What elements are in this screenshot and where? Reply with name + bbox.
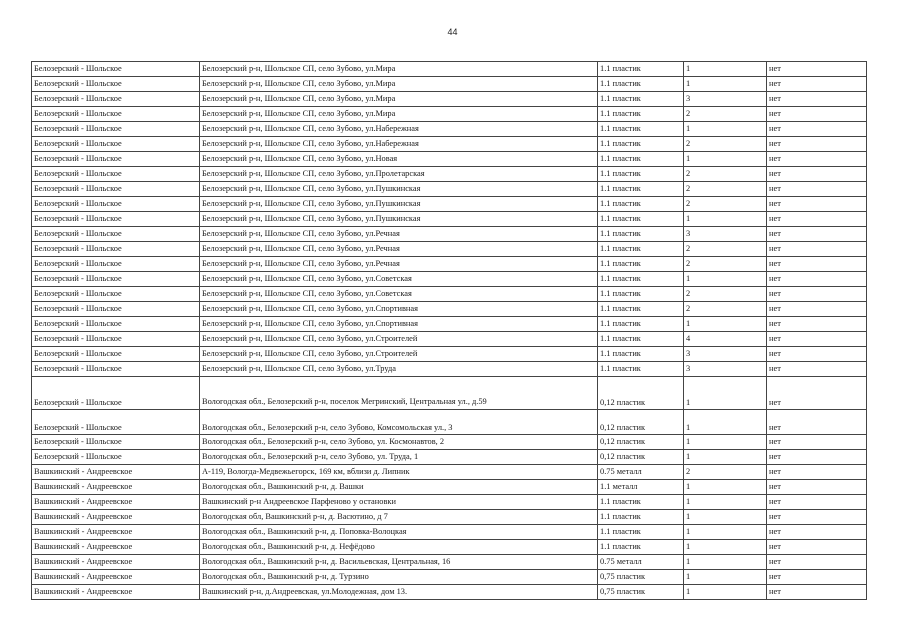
address-cell: Вологодская обл., Белозерский р-н, село Зубово, ул. Космонавтов, 2 xyxy=(200,435,598,450)
flag-cell: нет xyxy=(767,495,867,510)
table-row xyxy=(32,62,867,77)
address-cell: Белозерский р-н, Шольское СП, село Зубово, ул.Труда xyxy=(200,362,598,377)
container-type-cell: 1.1 пластик xyxy=(598,302,684,317)
container-type-cell: 1.1 пластик xyxy=(598,272,684,287)
container-count-cell: 2 xyxy=(684,167,767,182)
table-row xyxy=(32,317,867,332)
table-row xyxy=(32,450,867,465)
table-row xyxy=(32,540,867,555)
container-type-cell: 1.1 пластик xyxy=(598,227,684,242)
address-cell: Белозерский р-н, Шольское СП, село Зубово, ул.Пушкинская xyxy=(200,182,598,197)
container-type-cell: 0,12 пластик xyxy=(598,410,684,435)
table-row xyxy=(32,465,867,480)
address-cell: Белозерский р-н, Шольское СП, село Зубово, ул.Речная xyxy=(200,227,598,242)
table-row xyxy=(32,302,867,317)
flag-cell: нет xyxy=(767,227,867,242)
container-count-cell: 1 xyxy=(684,212,767,227)
district-cell: Вашкинский - Андреевское xyxy=(32,585,200,600)
table-row xyxy=(32,152,867,167)
table-row xyxy=(32,197,867,212)
container-count-cell: 1 xyxy=(684,77,767,92)
flag-cell: нет xyxy=(767,332,867,347)
container-type-cell: 0,12 пластик xyxy=(598,435,684,450)
district-cell: Белозерский - Шольское xyxy=(32,450,200,465)
table-row xyxy=(32,212,867,227)
address-cell: Вологодская обл., Вашкинский р-н, д. Нефёдово xyxy=(200,540,598,555)
container-type-cell: 1.1 пластик xyxy=(598,62,684,77)
district-cell: Вашкинский - Андреевское xyxy=(32,555,200,570)
table-row xyxy=(32,495,867,510)
container-count-cell: 2 xyxy=(684,197,767,212)
table-row xyxy=(32,242,867,257)
container-type-cell: 1.1 пластик xyxy=(598,242,684,257)
flag-cell: нет xyxy=(767,137,867,152)
district-cell: Белозерский - Шольское xyxy=(32,302,200,317)
table-row xyxy=(32,435,867,450)
district-cell: Белозерский - Шольское xyxy=(32,212,200,227)
address-cell: Белозерский р-н, Шольское СП, село Зубово, ул.Спортивная xyxy=(200,317,598,332)
container-sites-table xyxy=(31,61,867,600)
container-count-cell: 3 xyxy=(684,347,767,362)
container-count-cell: 4 xyxy=(684,332,767,347)
flag-cell: нет xyxy=(767,302,867,317)
address-cell: Белозерский р-н, Шольское СП, село Зубово, ул.Набережная xyxy=(200,122,598,137)
district-cell: Белозерский - Шольское xyxy=(32,242,200,257)
district-cell: Белозерский - Шольское xyxy=(32,347,200,362)
table-row xyxy=(32,272,867,287)
flag-cell: нет xyxy=(767,122,867,137)
container-count-cell: 2 xyxy=(684,465,767,480)
table-row xyxy=(32,570,867,585)
table-row xyxy=(32,167,867,182)
container-type-cell: 1.1 пластик xyxy=(598,495,684,510)
address-cell: Белозерский р-н, Шольское СП, село Зубово, ул.Мира xyxy=(200,77,598,92)
district-cell: Белозерский - Шольское xyxy=(32,182,200,197)
flag-cell: нет xyxy=(767,525,867,540)
flag-cell: нет xyxy=(767,377,867,410)
address-cell: Белозерский р-н, Шольское СП, село Зубово, ул.Мира xyxy=(200,62,598,77)
container-count-cell: 2 xyxy=(684,137,767,152)
container-type-cell: 1.1 пластик xyxy=(598,332,684,347)
table-row xyxy=(32,92,867,107)
address-cell: Вологодская обл., Белозерский р-н, село Зубово, ул. Труда, 1 xyxy=(200,450,598,465)
table-row xyxy=(32,410,867,435)
district-cell: Белозерский - Шольское xyxy=(32,122,200,137)
container-count-cell: 3 xyxy=(684,227,767,242)
container-type-cell: 1.1 пластик xyxy=(598,137,684,152)
container-type-cell: 1.1 пластик xyxy=(598,107,684,122)
container-type-cell: 1.1 пластик xyxy=(598,257,684,272)
address-cell: Белозерский р-н, Шольское СП, село Зубово, ул.Мира xyxy=(200,107,598,122)
district-cell: Белозерский - Шольское xyxy=(32,377,200,410)
flag-cell: нет xyxy=(767,585,867,600)
table-row xyxy=(32,555,867,570)
container-count-cell: 2 xyxy=(684,107,767,122)
address-cell: Белозерский р-н, Шольское СП, село Зубово, ул.Мира xyxy=(200,92,598,107)
container-type-cell: 1.1 пластик xyxy=(598,167,684,182)
address-cell: Белозерский р-н, Шольское СП, село Зубово, ул.Пролетарская xyxy=(200,167,598,182)
table-row xyxy=(32,137,867,152)
table-row xyxy=(32,347,867,362)
container-count-cell: 1 xyxy=(684,495,767,510)
container-type-cell: 0,75 пластик xyxy=(598,585,684,600)
district-cell: Вашкинский - Андреевское xyxy=(32,525,200,540)
container-count-cell: 1 xyxy=(684,122,767,137)
container-count-cell: 1 xyxy=(684,510,767,525)
flag-cell: нет xyxy=(767,317,867,332)
district-cell: Белозерский - Шольское xyxy=(32,167,200,182)
address-cell: Белозерский р-н, Шольское СП, село Зубово, ул.Пушкинская xyxy=(200,197,598,212)
address-cell: Вашкинский р-н, д.Андреевская, ул.Молодежная, дом 13. xyxy=(200,585,598,600)
container-count-cell: 1 xyxy=(684,272,767,287)
flag-cell: нет xyxy=(767,212,867,227)
district-cell: Белозерский - Шольское xyxy=(32,317,200,332)
container-type-cell: 1.1 пластик xyxy=(598,197,684,212)
container-count-cell: 2 xyxy=(684,182,767,197)
container-type-cell: 1.1 пластик xyxy=(598,92,684,107)
flag-cell: нет xyxy=(767,347,867,362)
container-type-cell: 1.1 пластик xyxy=(598,182,684,197)
container-type-cell: 1.1 пластик xyxy=(598,510,684,525)
address-cell: А-119, Вологда-Медвежьегорск, 169 км, вблизи д. Липник xyxy=(200,465,598,480)
address-cell: Белозерский р-н, Шольское СП, село Зубово, ул.Набережная xyxy=(200,137,598,152)
table-row xyxy=(32,77,867,92)
container-count-cell: 1 xyxy=(684,450,767,465)
address-cell: Белозерский р-н, Шольское СП, село Зубово, ул.Советская xyxy=(200,272,598,287)
district-cell: Белозерский - Шольское xyxy=(32,152,200,167)
flag-cell: нет xyxy=(767,107,867,122)
container-type-cell: 1.1 металл xyxy=(598,480,684,495)
container-count-cell: 1 xyxy=(684,525,767,540)
district-cell: Белозерский - Шольское xyxy=(32,92,200,107)
district-cell: Вашкинский - Андреевское xyxy=(32,495,200,510)
flag-cell: нет xyxy=(767,62,867,77)
district-cell: Белозерский - Шольское xyxy=(32,362,200,377)
flag-cell: нет xyxy=(767,555,867,570)
container-count-cell: 1 xyxy=(684,410,767,435)
container-count-cell: 3 xyxy=(684,362,767,377)
table-row xyxy=(32,362,867,377)
container-type-cell: 1.1 пластик xyxy=(598,525,684,540)
container-type-cell: 0.75 металл xyxy=(598,555,684,570)
address-cell: Белозерский р-н, Шольское СП, село Зубово, ул.Советская xyxy=(200,287,598,302)
flag-cell: нет xyxy=(767,480,867,495)
table-row xyxy=(32,227,867,242)
address-cell: Белозерский р-н, Шольское СП, село Зубово, ул.Пушкинская xyxy=(200,212,598,227)
address-cell: Вологодская обл., Вашкинский р-н, д. Васильевская, Центральная, 16 xyxy=(200,555,598,570)
district-cell: Белозерский - Шольское xyxy=(32,257,200,272)
district-cell: Белозерский - Шольское xyxy=(32,435,200,450)
container-type-cell: 1.1 пластик xyxy=(598,287,684,302)
table-row xyxy=(32,480,867,495)
container-count-cell: 1 xyxy=(684,62,767,77)
flag-cell: нет xyxy=(767,287,867,302)
flag-cell: нет xyxy=(767,197,867,212)
district-cell: Белозерский - Шольское xyxy=(32,107,200,122)
container-type-cell: 1.1 пластик xyxy=(598,317,684,332)
table-row xyxy=(32,377,867,410)
flag-cell: нет xyxy=(767,92,867,107)
container-count-cell: 1 xyxy=(684,377,767,410)
container-type-cell: 1.1 пластик xyxy=(598,152,684,167)
address-cell: Белозерский р-н, Шольское СП, село Зубово, ул.Речная xyxy=(200,242,598,257)
container-type-cell: 1.1 пластик xyxy=(598,122,684,137)
container-count-cell: 1 xyxy=(684,540,767,555)
container-count-cell: 1 xyxy=(684,152,767,167)
container-count-cell: 1 xyxy=(684,480,767,495)
address-cell: Вологодская обл, Вашкинский р-н, д. Васютино, д 7 xyxy=(200,510,598,525)
district-cell: Белозерский - Шольское xyxy=(32,137,200,152)
flag-cell: нет xyxy=(767,510,867,525)
address-cell: Белозерский р-н, Шольское СП, село Зубово, ул.Строителей xyxy=(200,332,598,347)
flag-cell: нет xyxy=(767,257,867,272)
container-count-cell: 2 xyxy=(684,287,767,302)
district-cell: Белозерский - Шольское xyxy=(32,77,200,92)
district-cell: Вашкинский - Андреевское xyxy=(32,480,200,495)
container-count-cell: 2 xyxy=(684,257,767,272)
flag-cell: нет xyxy=(767,435,867,450)
table-row xyxy=(32,182,867,197)
container-count-cell: 1 xyxy=(684,570,767,585)
container-count-cell: 3 xyxy=(684,92,767,107)
table-row xyxy=(32,287,867,302)
flag-cell: нет xyxy=(767,272,867,287)
address-cell: Вашкинский р-н Андреевское Парфеново у остановки xyxy=(200,495,598,510)
table-row xyxy=(32,585,867,600)
address-cell: Белозерский р-н, Шольское СП, село Зубово, ул.Речная xyxy=(200,257,598,272)
container-type-cell: 1.1 пластик xyxy=(598,212,684,227)
flag-cell: нет xyxy=(767,77,867,92)
district-cell: Белозерский - Шольское xyxy=(32,197,200,212)
flag-cell: нет xyxy=(767,570,867,585)
container-count-cell: 1 xyxy=(684,435,767,450)
container-type-cell: 1.1 пластик xyxy=(598,347,684,362)
container-count-cell: 1 xyxy=(684,317,767,332)
container-count-cell: 2 xyxy=(684,242,767,257)
flag-cell: нет xyxy=(767,152,867,167)
district-cell: Белозерский - Шольское xyxy=(32,272,200,287)
district-cell: Белозерский - Шольское xyxy=(32,332,200,347)
table-row xyxy=(32,510,867,525)
container-type-cell: 0,12 пластик xyxy=(598,377,684,410)
flag-cell: нет xyxy=(767,242,867,257)
container-type-cell: 0,75 пластик xyxy=(598,570,684,585)
address-cell: Вологодская обл., Вашкинский р-н, д. Турзино xyxy=(200,570,598,585)
container-type-cell: 0,12 пластик xyxy=(598,450,684,465)
flag-cell: нет xyxy=(767,465,867,480)
address-cell: Белозерский р-н, Шольское СП, село Зубово, ул.Строителей xyxy=(200,347,598,362)
container-count-cell: 2 xyxy=(684,302,767,317)
container-type-cell: 1.1 пластик xyxy=(598,362,684,377)
district-cell: Вашкинский - Андреевское xyxy=(32,465,200,480)
container-count-cell: 1 xyxy=(684,585,767,600)
address-cell: Вологодская обл., Вашкинский р-н, д. Поповка-Волоцкая xyxy=(200,525,598,540)
flag-cell: нет xyxy=(767,450,867,465)
address-cell: Белозерский р-н, Шольское СП, село Зубово, ул.Спортивная xyxy=(200,302,598,317)
container-type-cell: 1.1 пластик xyxy=(598,540,684,555)
district-cell: Белозерский - Шольское xyxy=(32,227,200,242)
district-cell: Вашкинский - Андреевское xyxy=(32,540,200,555)
table-row xyxy=(32,525,867,540)
container-count-cell: 1 xyxy=(684,555,767,570)
flag-cell: нет xyxy=(767,167,867,182)
table-row xyxy=(32,257,867,272)
district-cell: Вашкинский - Андреевское xyxy=(32,510,200,525)
table-row xyxy=(32,107,867,122)
flag-cell: нет xyxy=(767,540,867,555)
table-row xyxy=(32,332,867,347)
flag-cell: нет xyxy=(767,410,867,435)
page-number: 44 xyxy=(447,27,458,37)
flag-cell: нет xyxy=(767,362,867,377)
container-type-cell: 0.75 металл xyxy=(598,465,684,480)
address-cell: Вологодская обл., Вашкинский р-н, д. Вашки xyxy=(200,480,598,495)
container-type-cell: 1.1 пластик xyxy=(598,77,684,92)
table-row xyxy=(32,122,867,137)
district-cell: Вашкинский - Андреевское xyxy=(32,570,200,585)
address-cell: Вологодская обл., Белозерский р-н, поселок Мегринский, Центральная ул., д.59 xyxy=(200,377,598,410)
district-cell: Белозерский - Шольское xyxy=(32,410,200,435)
address-cell: Вологодская обл., Белозерский р-н, село Зубово, Комсомольская ул., 3 xyxy=(200,410,598,435)
district-cell: Белозерский - Шольское xyxy=(32,287,200,302)
address-cell: Белозерский р-н, Шольское СП, село Зубово, ул.Новая xyxy=(200,152,598,167)
flag-cell: нет xyxy=(767,182,867,197)
district-cell: Белозерский - Шольское xyxy=(32,62,200,77)
